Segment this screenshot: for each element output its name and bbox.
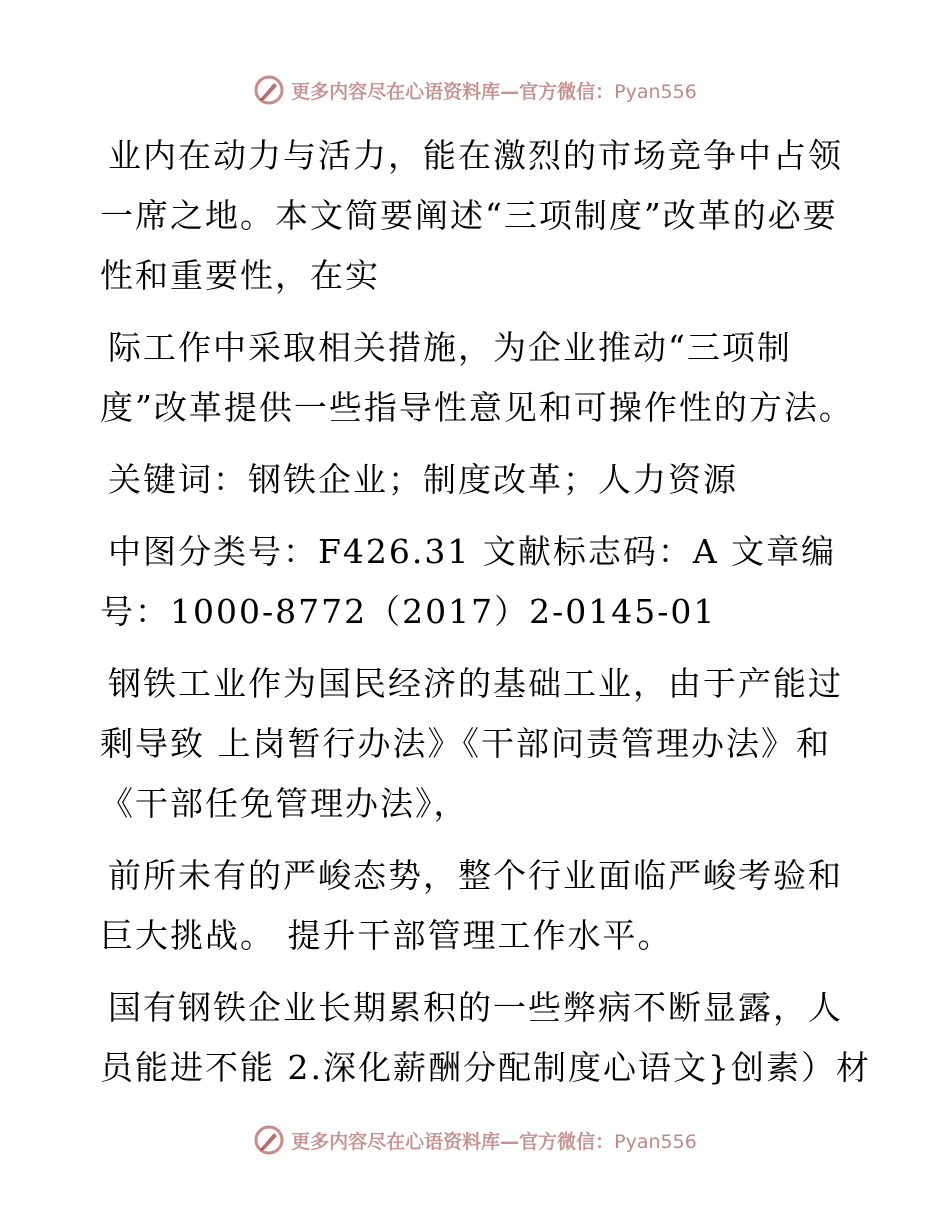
header-watermark: [0, 72, 950, 108]
text-line: 前所未有的严峻态势，整个行业面临严峻考验和: [108, 856, 843, 895]
text-line: 业内在动力与活力，能在激烈的市场竞争中占领: [108, 136, 843, 175]
text-line: 号：1000-8772（2017）2-0145-01: [100, 592, 717, 631]
keywords-paragraph: [100, 450, 860, 510]
text-line: 国有钢铁企业长期累积的一些弊病不断显露，人: [108, 988, 843, 1027]
watermark-text: 更多内容尽在心语资料库—官方微信：Pyan556: [291, 80, 697, 103]
text-line: 际工作中采取相关措施，为企业推动“三项制: [108, 328, 792, 367]
text-line: 钢铁工业作为国民经济的基础工业，由于产能过: [108, 664, 843, 703]
text-line: 性和重要性，在实: [100, 256, 380, 295]
text-line: 中图分类号：F426.31 文献标志码：A 文章编: [108, 532, 837, 571]
paragraph: [100, 126, 860, 306]
paragraph: [100, 654, 860, 834]
text-line: 巨大挑战。 提升干部管理工作水平。: [100, 916, 673, 955]
pen-logo-icon: [253, 74, 285, 106]
text-line: 员能进不能 2.深化薪酬分配制度心语文}创素）材: [100, 1048, 871, 1087]
pen-logo-icon: [253, 1124, 285, 1156]
paragraph: [100, 318, 860, 438]
text-line: 一席之地。本文简要阐述“三项制度”改革的必要: [100, 196, 838, 235]
text-line: 剩导致 上岗暂行办法》《干部问责管理办法》和: [100, 724, 831, 763]
text-line: 度”改革提供一些指导性意见和可操作性的方法。: [100, 388, 854, 427]
paragraph: [100, 846, 860, 966]
text-line: 《干部任免管理办法》，: [100, 784, 469, 823]
document-body: [100, 126, 871, 1110]
footer-watermark: [0, 1122, 950, 1158]
classification-paragraph: [100, 522, 860, 642]
paragraph: [100, 978, 871, 1098]
text-line: 关键词：钢铁企业；制度改革；人力资源: [108, 460, 738, 499]
watermark-text: 更多内容尽在心语资料库—官方微信：Pyan556: [291, 1130, 697, 1153]
